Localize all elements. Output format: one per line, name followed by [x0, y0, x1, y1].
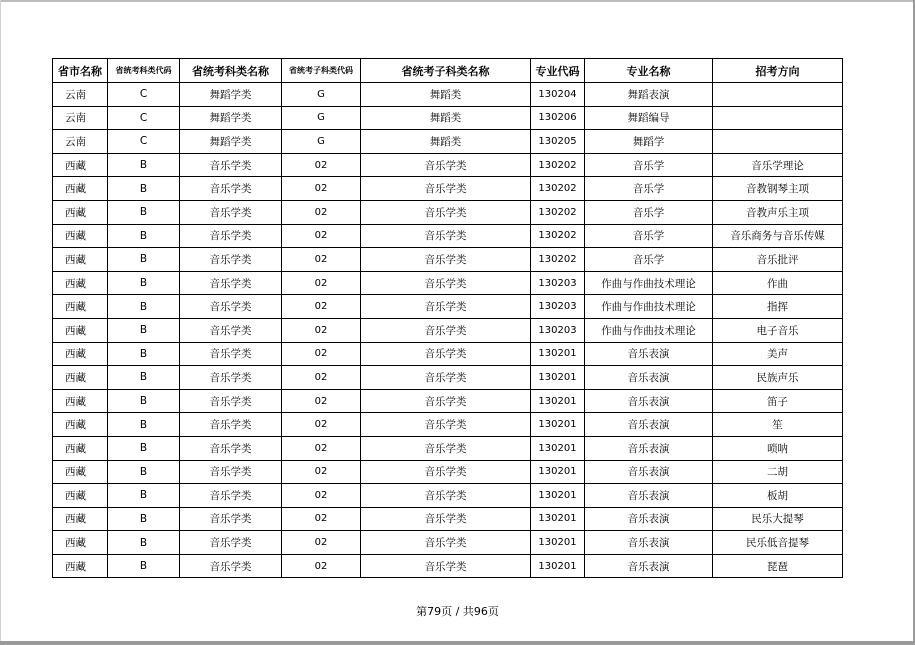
cell-subcategory-code: G: [282, 106, 361, 130]
cell-subcategory-name: 舞蹈类: [361, 130, 531, 154]
cell-major-code: 130202: [531, 177, 585, 201]
cell-major-code: 130202: [531, 200, 585, 224]
cell-province: 西藏: [53, 153, 108, 177]
cell-subcategory-name: 音乐学类: [361, 554, 531, 578]
cell-category-code: B: [108, 224, 180, 248]
cell-subcategory-code: 02: [282, 366, 361, 390]
cell-major-code: 130201: [531, 507, 585, 531]
table-row: [53, 224, 843, 248]
header-subcategory-name: 省统考子科类名称: [361, 59, 531, 83]
cell-major-name: 音乐表演: [585, 554, 713, 578]
cell-subcategory-name: 音乐学类: [361, 507, 531, 531]
cell-category-name: 音乐学类: [180, 554, 282, 578]
cell-major-name: 音乐表演: [585, 531, 713, 555]
cell-subcategory-code: G: [282, 130, 361, 154]
page-left-edge: [0, 0, 1, 645]
table-header-row: [53, 59, 843, 83]
cell-major-code: 130201: [531, 484, 585, 508]
page-number: 第79页 / 共96页: [416, 605, 499, 618]
cell-major-name: 音乐学: [585, 153, 713, 177]
cell-category-code: B: [108, 271, 180, 295]
table-row: [53, 177, 843, 201]
cell-category-name: 舞蹈学类: [180, 83, 282, 107]
table-row: [53, 200, 843, 224]
cell-subcategory-code: 02: [282, 200, 361, 224]
cell-subcategory-code: 02: [282, 224, 361, 248]
cell-category-name: 音乐学类: [180, 224, 282, 248]
cell-direction: 民乐低音提琴: [713, 531, 843, 555]
cell-subcategory-code: 02: [282, 318, 361, 342]
header-direction: 招考方向: [713, 59, 843, 83]
cell-subcategory-code: 02: [282, 460, 361, 484]
cell-direction: 笙: [713, 413, 843, 437]
cell-major-code: 130203: [531, 271, 585, 295]
cell-direction: [713, 106, 843, 130]
cell-direction: 板胡: [713, 484, 843, 508]
cell-major-name: 作曲与作曲技术理论: [585, 271, 713, 295]
cell-major-name: 音乐表演: [585, 436, 713, 460]
cell-major-name: 音乐表演: [585, 507, 713, 531]
cell-category-name: 音乐学类: [180, 484, 282, 508]
cell-direction: 音乐商务与音乐传媒: [713, 224, 843, 248]
table-row: [53, 248, 843, 272]
cell-major-name: 舞蹈学: [585, 130, 713, 154]
cell-province: 西藏: [53, 318, 108, 342]
cell-category-code: C: [108, 130, 180, 154]
cell-category-code: B: [108, 554, 180, 578]
cell-category-name: 舞蹈学类: [180, 130, 282, 154]
cell-province: 西藏: [53, 200, 108, 224]
cell-major-name: 音乐表演: [585, 389, 713, 413]
cell-direction: 电子音乐: [713, 318, 843, 342]
table-row: [53, 271, 843, 295]
cell-direction: [713, 83, 843, 107]
cell-category-name: 音乐学类: [180, 413, 282, 437]
cell-major-code: 130201: [531, 366, 585, 390]
cell-major-code: 130202: [531, 248, 585, 272]
cell-subcategory-name: 音乐学类: [361, 484, 531, 508]
cell-major-name: 音乐表演: [585, 484, 713, 508]
table-row: [53, 342, 843, 366]
cell-subcategory-code: G: [282, 83, 361, 107]
cell-major-name: 音乐学: [585, 177, 713, 201]
cell-direction: 琵琶: [713, 554, 843, 578]
cell-subcategory-code: 02: [282, 554, 361, 578]
cell-subcategory-code: 02: [282, 531, 361, 555]
table-row: [53, 83, 843, 107]
page-top-edge: [0, 0, 915, 2]
cell-direction: [713, 130, 843, 154]
cell-subcategory-code: 02: [282, 413, 361, 437]
cell-direction: 作曲: [713, 271, 843, 295]
cell-subcategory-code: 02: [282, 389, 361, 413]
table-body: [53, 83, 843, 578]
cell-province: 西藏: [53, 295, 108, 319]
cell-major-code: 130201: [531, 460, 585, 484]
cell-subcategory-name: 音乐学类: [361, 177, 531, 201]
cell-province: 西藏: [53, 413, 108, 437]
cell-major-name: 舞蹈表演: [585, 83, 713, 107]
cell-major-code: 130202: [531, 153, 585, 177]
cell-category-code: B: [108, 295, 180, 319]
cell-major-code: 130205: [531, 130, 585, 154]
cell-major-code: 130201: [531, 554, 585, 578]
cell-category-name: 音乐学类: [180, 531, 282, 555]
cell-major-code: 130202: [531, 224, 585, 248]
cell-province: 云南: [53, 83, 108, 107]
header-province: 省市名称: [53, 59, 108, 83]
cell-province: 云南: [53, 130, 108, 154]
cell-major-name: 作曲与作曲技术理论: [585, 318, 713, 342]
cell-direction: 唢呐: [713, 436, 843, 460]
cell-major-code: 130204: [531, 83, 585, 107]
cell-subcategory-name: 音乐学类: [361, 531, 531, 555]
cell-category-name: 音乐学类: [180, 507, 282, 531]
cell-direction: 民乐大提琴: [713, 507, 843, 531]
cell-subcategory-code: 02: [282, 295, 361, 319]
cell-subcategory-code: 02: [282, 342, 361, 366]
cell-major-name: 音乐学: [585, 200, 713, 224]
cell-province: 西藏: [53, 271, 108, 295]
cell-province: 西藏: [53, 177, 108, 201]
cell-direction: 指挥: [713, 295, 843, 319]
cell-category-name: 舞蹈学类: [180, 106, 282, 130]
cell-province: 西藏: [53, 342, 108, 366]
cell-province: 西藏: [53, 507, 108, 531]
cell-category-code: B: [108, 507, 180, 531]
cell-category-code: B: [108, 318, 180, 342]
cell-direction: 美声: [713, 342, 843, 366]
table-row: [53, 295, 843, 319]
cell-direction: 民族声乐: [713, 366, 843, 390]
cell-province: 西藏: [53, 248, 108, 272]
table-row: [53, 366, 843, 390]
cell-province: 西藏: [53, 366, 108, 390]
table-row: [53, 153, 843, 177]
cell-subcategory-name: 音乐学类: [361, 295, 531, 319]
cell-subcategory-code: 02: [282, 507, 361, 531]
cell-major-code: 130201: [531, 342, 585, 366]
cell-major-name: 音乐表演: [585, 460, 713, 484]
table-row: [53, 484, 843, 508]
cell-major-code: 130203: [531, 295, 585, 319]
cell-subcategory-code: 02: [282, 177, 361, 201]
cell-major-code: 130203: [531, 318, 585, 342]
page-bottom-edge: [0, 641, 915, 645]
cell-direction: 二胡: [713, 460, 843, 484]
cell-major-code: 130201: [531, 531, 585, 555]
table-row: [53, 413, 843, 437]
table-row: [53, 531, 843, 555]
cell-category-name: 音乐学类: [180, 271, 282, 295]
cell-major-name: 音乐学: [585, 248, 713, 272]
cell-category-code: B: [108, 460, 180, 484]
cell-major-code: 130201: [531, 413, 585, 437]
cell-category-name: 音乐学类: [180, 436, 282, 460]
cell-category-name: 音乐学类: [180, 295, 282, 319]
cell-major-name: 音乐表演: [585, 366, 713, 390]
header-subcategory-code: 省统考子科类代码: [282, 59, 361, 83]
cell-major-code: 130201: [531, 389, 585, 413]
cell-category-name: 音乐学类: [180, 200, 282, 224]
cell-major-code: 130206: [531, 106, 585, 130]
cell-province: 西藏: [53, 460, 108, 484]
cell-subcategory-name: 音乐学类: [361, 366, 531, 390]
cell-category-code: B: [108, 366, 180, 390]
table-row: [53, 318, 843, 342]
cell-major-name: 作曲与作曲技术理论: [585, 295, 713, 319]
cell-category-name: 音乐学类: [180, 318, 282, 342]
cell-subcategory-name: 音乐学类: [361, 200, 531, 224]
cell-category-code: B: [108, 342, 180, 366]
cell-subcategory-name: 舞蹈类: [361, 83, 531, 107]
cell-category-code: B: [108, 200, 180, 224]
header-category-code: 省统考科类代码: [108, 59, 180, 83]
table-row: [53, 554, 843, 578]
cell-subcategory-code: 02: [282, 248, 361, 272]
cell-subcategory-name: 音乐学类: [361, 389, 531, 413]
cell-category-code: B: [108, 177, 180, 201]
cell-subcategory-name: 音乐学类: [361, 153, 531, 177]
cell-major-name: 音乐表演: [585, 342, 713, 366]
cell-subcategory-name: 音乐学类: [361, 248, 531, 272]
header-major-name: 专业名称: [585, 59, 713, 83]
cell-category-name: 音乐学类: [180, 366, 282, 390]
cell-direction: 音教声乐主项: [713, 200, 843, 224]
table-row: [53, 130, 843, 154]
cell-major-name: 音乐学: [585, 224, 713, 248]
admissions-table: [52, 58, 843, 578]
table-row: [53, 507, 843, 531]
cell-category-code: C: [108, 83, 180, 107]
cell-subcategory-name: 音乐学类: [361, 342, 531, 366]
cell-category-name: 音乐学类: [180, 177, 282, 201]
cell-subcategory-name: 舞蹈类: [361, 106, 531, 130]
cell-category-code: B: [108, 484, 180, 508]
cell-category-code: B: [108, 436, 180, 460]
cell-subcategory-code: 02: [282, 271, 361, 295]
cell-province: 西藏: [53, 554, 108, 578]
cell-direction: 音教钢琴主项: [713, 177, 843, 201]
cell-direction: 音乐批评: [713, 248, 843, 272]
cell-subcategory-code: 02: [282, 153, 361, 177]
cell-subcategory-name: 音乐学类: [361, 460, 531, 484]
cell-major-name: 舞蹈编导: [585, 106, 713, 130]
cell-category-code: B: [108, 248, 180, 272]
cell-category-name: 音乐学类: [180, 342, 282, 366]
cell-category-name: 音乐学类: [180, 460, 282, 484]
table-row: [53, 389, 843, 413]
cell-category-code: B: [108, 389, 180, 413]
cell-subcategory-name: 音乐学类: [361, 271, 531, 295]
cell-category-code: B: [108, 413, 180, 437]
cell-province: 西藏: [53, 436, 108, 460]
cell-subcategory-name: 音乐学类: [361, 413, 531, 437]
table-row: [53, 460, 843, 484]
cell-category-name: 音乐学类: [180, 153, 282, 177]
cell-subcategory-code: 02: [282, 436, 361, 460]
cell-province: 西藏: [53, 389, 108, 413]
cell-category-name: 音乐学类: [180, 389, 282, 413]
cell-subcategory-name: 音乐学类: [361, 224, 531, 248]
cell-direction: 笛子: [713, 389, 843, 413]
cell-category-code: C: [108, 106, 180, 130]
cell-province: 西藏: [53, 531, 108, 555]
cell-subcategory-name: 音乐学类: [361, 436, 531, 460]
header-category-name: 省统考科类名称: [180, 59, 282, 83]
cell-province: 西藏: [53, 484, 108, 508]
cell-category-code: B: [108, 531, 180, 555]
cell-major-code: 130201: [531, 436, 585, 460]
cell-subcategory-name: 音乐学类: [361, 318, 531, 342]
cell-category-code: B: [108, 153, 180, 177]
cell-subcategory-code: 02: [282, 484, 361, 508]
table-row: [53, 436, 843, 460]
header-major-code: 专业代码: [531, 59, 585, 83]
table-row: [53, 106, 843, 130]
cell-direction: 音乐学理论: [713, 153, 843, 177]
cell-province: 西藏: [53, 224, 108, 248]
cell-major-name: 音乐表演: [585, 413, 713, 437]
cell-province: 云南: [53, 106, 108, 130]
cell-category-name: 音乐学类: [180, 248, 282, 272]
